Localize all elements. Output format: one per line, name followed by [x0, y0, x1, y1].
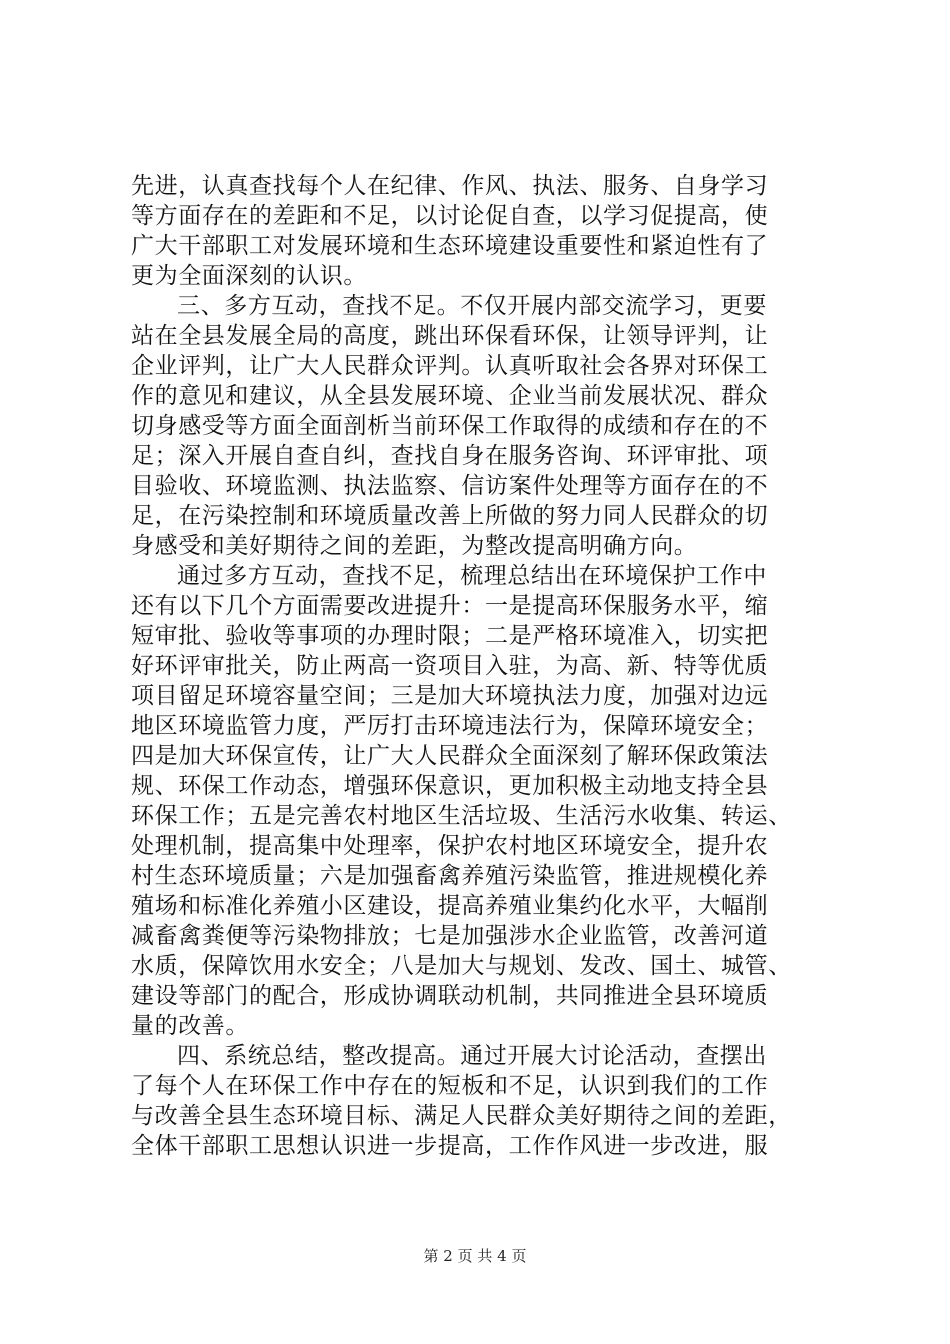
text-line: 处理机制，提高集中处理率，保护农村地区环境安全，提升农 — [131, 833, 769, 859]
text-line: 短审批、验收等事项的办理时限；二是严格环境准入，切实把 — [131, 623, 769, 649]
text-line: 三、多方互动，查找不足。不仅开展内部交流学习，更要 — [177, 293, 767, 319]
text-line: 四是加大环保宣传，让广大人民群众全面深刻了解环保政策法 — [131, 743, 769, 769]
text-line: 水质，保障饮用水安全；八是加大与规划、发改、国土、城管、 — [131, 953, 792, 979]
text-line: 殖场和标准化养殖小区建设，提高养殖业集约化水平，大幅削 — [131, 893, 769, 919]
text-line: 先进，认真查找每个人在纪律、作风、执法、服务、自身学习 — [131, 173, 769, 199]
text-line: 与改善全县生态环境目标、满足人民群众美好期待之间的差距， — [131, 1103, 792, 1129]
text-line: 量的改善。 — [131, 1013, 249, 1039]
text-line: 作的意见和建议，从全县发展环境、企业当前发展状况、群众 — [131, 383, 769, 409]
page-footer: 第 2 页 共 4 页 — [423, 1247, 527, 1265]
text-line: 更为全面深刻的认识。 — [131, 263, 367, 289]
text-line: 足；深入开展自查自纠，查找自身在服务咨询、环评审批、项 — [131, 443, 769, 469]
document-body — [131, 171, 831, 1161]
text-line: 项目留足环境容量空间；三是加大环境执法力度，加强对边远 — [131, 683, 769, 709]
text-line: 村生态环境质量；六是加强畜禽养殖污染监管，推进规模化养 — [131, 863, 769, 889]
text-line: 四、系统总结，整改提高。通过开展大讨论活动，查摆出 — [177, 1043, 767, 1069]
text-line: 减畜禽粪便等污染物排放；七是加强涉水企业监管，改善河道 — [131, 923, 769, 949]
text-line: 规、环保工作动态，增强环保意识，更加积极主动地支持全县 — [131, 773, 769, 799]
text-line: 身感受和美好期待之间的差距，为整改提高明确方向。 — [131, 533, 698, 559]
text-line: 好环评审批关，防止两高一资项目入驻，为高、新、特等优质 — [131, 653, 769, 679]
text-line: 了每个人在环保工作中存在的短板和不足，认识到我们的工作 — [131, 1073, 769, 1099]
text-line: 足，在污染控制和环境质量改善上所做的努力同人民群众的切 — [131, 503, 769, 529]
text-line: 全体干部职工思想认识进一步提高，工作作风进一步改进，服 — [131, 1133, 769, 1159]
text-line: 还有以下几个方面需要改进提升：一是提高环保服务水平，缩 — [131, 593, 769, 619]
text-line: 站在全县发展全局的高度，跳出环保看环保，让领导评判，让 — [131, 323, 769, 349]
text-line: 地区环境监管力度，严厉打击环境违法行为，保障环境安全； — [131, 713, 769, 739]
text-line: 广大干部职工对发展环境和生态环境建设重要性和紧迫性有了 — [131, 233, 769, 259]
text-line: 切身感受等方面全面剖析当前环保工作取得的成绩和存在的不 — [131, 413, 769, 439]
text-line: 建设等部门的配合，形成协调联动机制，共同推进全县环境质 — [131, 983, 769, 1009]
text-line: 目验收、环境监测、执法监察、信访案件处理等方面存在的不 — [131, 473, 769, 499]
text-line: 企业评判，让广大人民群众评判。认真听取社会各界对环保工 — [131, 353, 769, 379]
text-line: 环保工作；五是完善农村地区生活垃圾、生活污水收集、转运、 — [131, 803, 792, 829]
text-line: 通过多方互动，查找不足，梳理总结出在环境保护工作中 — [177, 563, 767, 589]
text-line: 等方面存在的差距和不足，以讨论促自查，以学习促提高，使 — [131, 203, 769, 229]
